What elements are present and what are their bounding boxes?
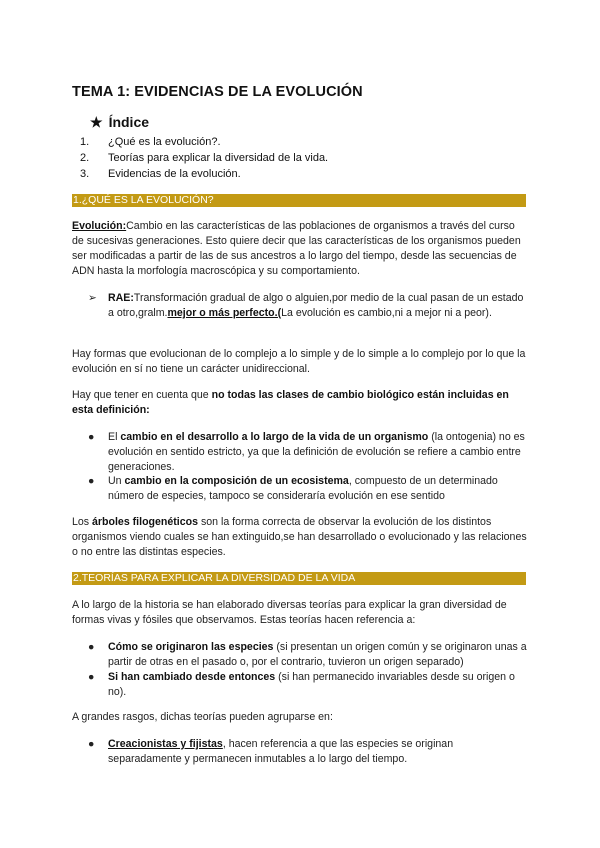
- note-text: Hay que tener en cuenta que: [72, 389, 212, 401]
- rae-term: RAE:: [108, 292, 134, 304]
- item-bold: cambio en el desarrollo a lo largo de la vida de un organismo: [120, 431, 429, 443]
- index-title: Índice: [108, 114, 150, 130]
- toc-text: ¿Qué es la evolución?.: [108, 136, 221, 148]
- section-heading-1: 1.¿QUÉ ES LA EVOLUCIÓN?: [72, 194, 526, 207]
- paragraph-note: [72, 388, 528, 418]
- item-text: (si han permanecido invariables desde su origen o no).: [108, 671, 515, 698]
- paragraph-groups: A grandes rasgos, dichas teorías pueden agruparse en:: [72, 711, 333, 723]
- bullet-icon: ●: [88, 475, 95, 487]
- item-text: , hacen referencia a que las especies se originan separadamente y permanecen inmutables a lo largo del tiempo.: [108, 738, 454, 765]
- toc-text: Evidencias de la evolución.: [108, 168, 241, 180]
- rae-paren: (: [277, 307, 282, 319]
- section-heading-2: 2.TEORÍAS PARA EXPLICAR LA DIVERSIDAD DE LA VIDA: [72, 572, 526, 585]
- evolution-text: Cambio en las características de las poblaciones de organismos a través del curso de sucesivas generaciones. Esto quiere decir que las características de los organismos pueden ser modificadas a partir de las de sus ancestros a lo largo del tiempo, desde las secuencias de ADN hasta la morfología macroscópica y su comportamiento.: [72, 220, 521, 277]
- note-bold: no todas las clases de cambio biológico están incluidas en esta definición:: [72, 389, 509, 416]
- toc-number: 1.: [80, 136, 90, 148]
- rae-bold: mejor o más perfecto.: [167, 307, 278, 319]
- rae-text: Transformación gradual de algo o alguien,por medio de la cual pasan de un estado a otro,gralm.: [108, 292, 524, 319]
- item-text: Un: [108, 475, 125, 487]
- star-icon: ★: [90, 114, 103, 130]
- rae-text-end: La evolución es cambio,ni a mejor ni a peor).: [281, 307, 492, 319]
- bullet-icon: ●: [88, 738, 95, 750]
- list-item: [88, 474, 528, 504]
- bullet-icon: ●: [88, 641, 95, 653]
- toc-number: 2.: [80, 152, 90, 164]
- item-text: El: [108, 431, 121, 443]
- paragraph-forms: Hay formas que evolucionan de lo complejo a lo simple y de lo simple a lo complejo por lo que la evolución en sí no tiene un carácter unidireccional.: [72, 348, 526, 375]
- item-text: , compuesto de un determinado número de especies, tampoco se consideraría evolución en ese sentido: [108, 475, 498, 502]
- toc-item: [80, 150, 328, 166]
- item-bold: Cómo se originaron las especies: [108, 641, 274, 653]
- item-bold: Si han cambiado desde entonces: [108, 671, 276, 683]
- item-text: (la ontogenia) no es evolución en sentido estricto, ya que la definición de evolución se refiere a cambio entre generaciones.: [108, 431, 525, 473]
- item-bold: Creacionistas y fijistas: [108, 738, 223, 750]
- table-of-contents: [80, 134, 328, 182]
- evolution-term: Evolución:: [72, 220, 127, 232]
- list-item: [88, 670, 528, 700]
- arrow-bullet-icon: ➢: [88, 292, 97, 304]
- bullet-icon: ●: [88, 431, 95, 443]
- item-text: (si presentan un origen común y se originaron unas a partir de otras en el pasado o, por el contrario, tuvieron un origen separado): [108, 641, 527, 668]
- list-item: [88, 737, 528, 767]
- rae-item: [88, 291, 528, 321]
- paragraph-history: A lo largo de la historia se han elaborado diversas teorías para explicar la gran diversidad de formas vivas y fósiles que observamos. Estas teorías hacen referencia a:: [72, 599, 507, 626]
- toc-item: [80, 134, 328, 150]
- document-title: TEMA 1: EVIDENCIAS DE LA EVOLUCIÓN: [72, 84, 363, 100]
- index-heading: [90, 114, 149, 131]
- toc-text: Teorías para explicar la diversidad de la vida.: [108, 152, 329, 164]
- evolution-definition: [72, 219, 528, 279]
- item-bold: cambio en la composición de un ecosistema: [124, 475, 349, 487]
- paragraph-trees: [72, 515, 528, 560]
- toc-item: [80, 166, 328, 182]
- bullet-icon: ●: [88, 671, 95, 683]
- trees-bold: árboles filogenéticos: [92, 516, 198, 528]
- trees-text: Los: [72, 516, 93, 528]
- list-item: [88, 640, 528, 670]
- trees-text: son la forma correcta de observar la evolución de los distintos organismos viendo cuales se han extinguido,se han desarrollado o evolucionado y las relaciones o no entre las distintas especies.: [72, 516, 527, 558]
- list-item: [88, 430, 528, 475]
- toc-number: 3.: [80, 168, 90, 180]
